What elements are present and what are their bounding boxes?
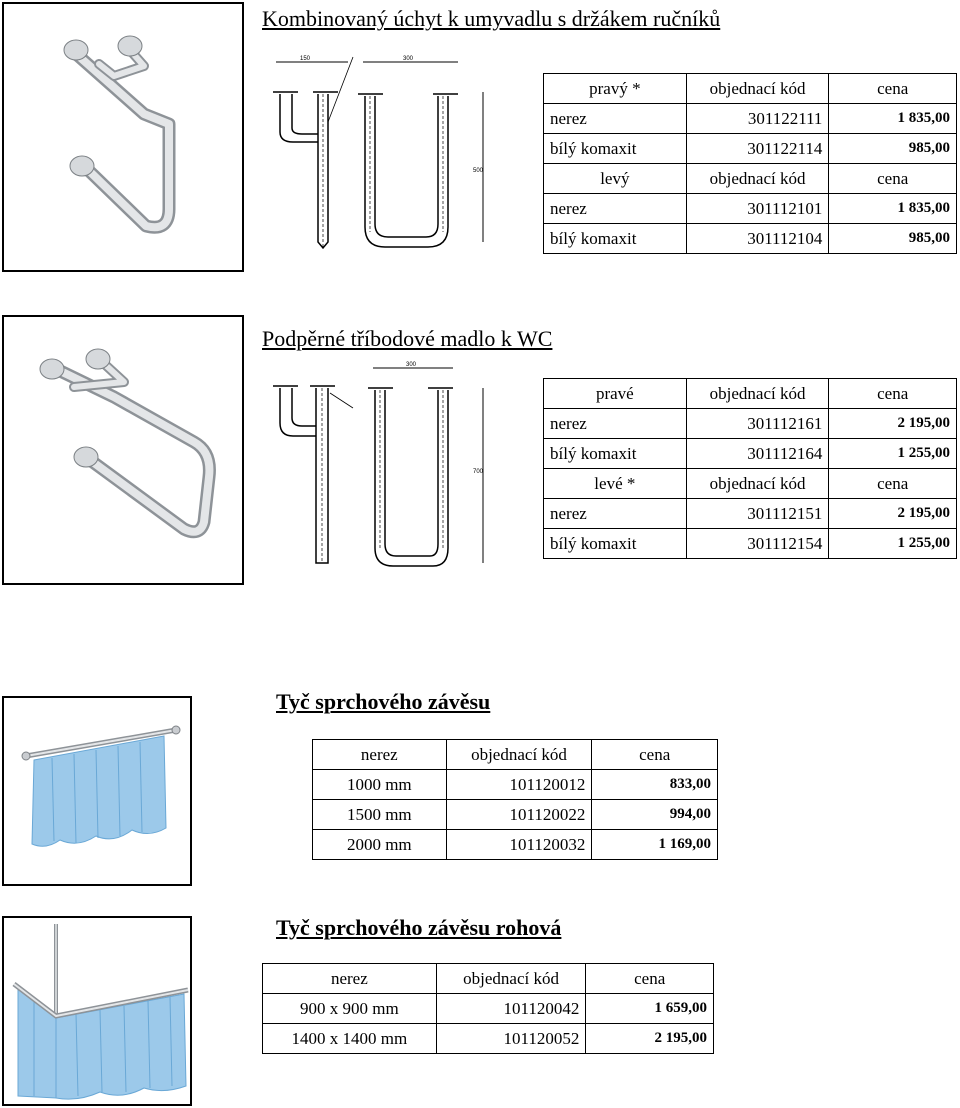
table-row (544, 134, 957, 164)
column-header-material: nerez (313, 740, 447, 770)
column-header-price: cena (829, 74, 957, 104)
price-cell: 1 169,00 (592, 830, 718, 860)
dimension-label: 300 (406, 362, 417, 368)
product-photo-wc-support-rail (2, 315, 244, 585)
section-title-wc-support-rail: Podpěrné tříbodové madlo k WC (262, 326, 553, 351)
price-table-washbasin-grip (543, 73, 957, 254)
price-cell: 2 195,00 (829, 499, 957, 529)
size-cell: 900 x 900 mm (263, 994, 437, 1024)
table-header-row (544, 74, 957, 104)
column-header-price: cena (586, 964, 714, 994)
table-header-row (544, 379, 957, 409)
table-row (313, 770, 718, 800)
material-cell: bílý komaxit (544, 224, 687, 254)
technical-drawing-washbasin-grip (268, 52, 498, 252)
column-header-code: objednací kód (686, 74, 829, 104)
column-header-code: objednací kód (686, 164, 829, 194)
dimension-label: 300 (403, 56, 414, 62)
price-cell: 2 195,00 (829, 409, 957, 439)
column-header-code: objednací kód (436, 964, 586, 994)
column-header-code: objednací kód (686, 379, 829, 409)
table-row (263, 1024, 714, 1054)
column-header-price: cena (829, 469, 957, 499)
dimension-label: 500 (473, 168, 484, 174)
variant-label: pravé (544, 379, 687, 409)
table-row (544, 439, 957, 469)
dimension-label: 150 (300, 56, 311, 62)
column-header-material: nerez (263, 964, 437, 994)
washbasin-grip-image (4, 4, 242, 270)
code-cell: 301112154 (686, 529, 829, 559)
technical-drawing-wc-support-rail (268, 358, 498, 573)
code-cell: 101120042 (436, 994, 586, 1024)
table-row (313, 800, 718, 830)
section-title-corner-curtain-rod: Tyč sprchového závěsu rohová (276, 915, 562, 940)
price-cell: 1 659,00 (586, 994, 714, 1024)
corner-curtain-rod-image (4, 918, 190, 1104)
table-row (544, 409, 957, 439)
material-cell: nerez (544, 104, 687, 134)
product-photo-washbasin-grip (2, 2, 244, 272)
length-cell: 1500 mm (313, 800, 447, 830)
price-cell: 985,00 (829, 224, 957, 254)
material-cell: bílý komaxit (544, 134, 687, 164)
wc-support-rail-image (4, 317, 242, 583)
material-cell: nerez (544, 409, 687, 439)
variant-label: levé * (544, 469, 687, 499)
code-cell: 301112104 (686, 224, 829, 254)
price-cell: 1 255,00 (829, 439, 957, 469)
price-cell: 985,00 (829, 134, 957, 164)
column-header-price: cena (829, 164, 957, 194)
column-header-price: cena (829, 379, 957, 409)
price-cell: 994,00 (592, 800, 718, 830)
price-table-shower-curtain-rod (312, 739, 718, 860)
price-table-corner-curtain-rod (262, 963, 714, 1054)
code-cell: 301112101 (686, 194, 829, 224)
length-cell: 2000 mm (313, 830, 447, 860)
price-cell: 1 835,00 (829, 194, 957, 224)
code-cell: 101120022 (446, 800, 592, 830)
code-cell: 301122114 (686, 134, 829, 164)
table-row (313, 830, 718, 860)
material-cell: bílý komaxit (544, 439, 687, 469)
code-cell: 301112151 (686, 499, 829, 529)
column-header-price: cena (592, 740, 718, 770)
table-row (544, 224, 957, 254)
code-cell: 101120032 (446, 830, 592, 860)
section-title-shower-curtain-rod: Tyč sprchového závěsu (276, 689, 491, 714)
column-header-code: objednací kód (686, 469, 829, 499)
price-cell: 1 835,00 (829, 104, 957, 134)
table-row (544, 104, 957, 134)
table-row (544, 529, 957, 559)
table-row (544, 194, 957, 224)
table-header-row (544, 469, 957, 499)
code-cell: 101120012 (446, 770, 592, 800)
product-photo-shower-curtain-rod (2, 696, 192, 886)
column-header-code: objednací kód (446, 740, 592, 770)
table-row (263, 994, 714, 1024)
material-cell: bílý komaxit (544, 529, 687, 559)
material-cell: nerez (544, 499, 687, 529)
table-row (544, 499, 957, 529)
size-cell: 1400 x 1400 mm (263, 1024, 437, 1054)
table-header-row (263, 964, 714, 994)
price-cell: 1 255,00 (829, 529, 957, 559)
section-title-washbasin-grip: Kombinovaný úchyt k umyvadlu s držákem ručníků (262, 6, 721, 31)
shower-curtain-rod-image (4, 698, 190, 884)
dimension-label: 700 (473, 469, 484, 475)
price-cell: 833,00 (592, 770, 718, 800)
length-cell: 1000 mm (313, 770, 447, 800)
table-header-row (544, 164, 957, 194)
material-cell: nerez (544, 194, 687, 224)
variant-label: levý (544, 164, 687, 194)
code-cell: 101120052 (436, 1024, 586, 1054)
variant-label: pravý * (544, 74, 687, 104)
price-cell: 2 195,00 (586, 1024, 714, 1054)
product-photo-corner-curtain-rod (2, 916, 192, 1106)
code-cell: 301112164 (686, 439, 829, 469)
code-cell: 301112161 (686, 409, 829, 439)
price-table-wc-support-rail (543, 378, 957, 559)
code-cell: 301122111 (686, 104, 829, 134)
table-header-row (313, 740, 718, 770)
